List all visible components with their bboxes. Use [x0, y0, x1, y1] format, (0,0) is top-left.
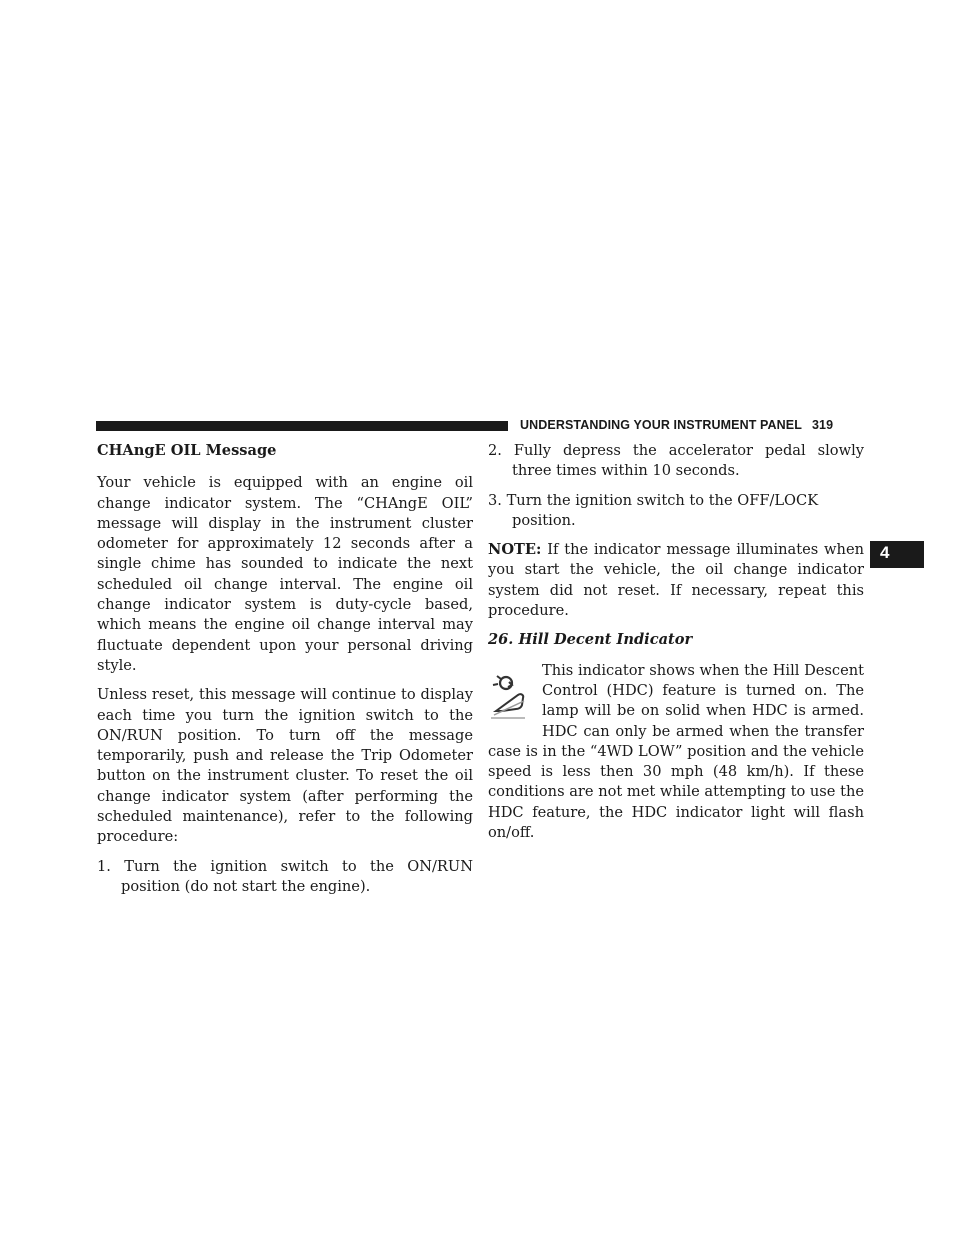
page-number: 319: [811, 418, 834, 432]
note-label: NOTE:: [488, 541, 542, 559]
note-text: If the indicator message illuminates when you start the vehicle, the oil change indicator system did not reset. If necessary, repeat this procedure.: [488, 541, 864, 620]
running-header: [520, 418, 833, 432]
step-3: 3. Turn the ignition switch to the OFF/LOCK position.: [488, 491, 819, 529]
left-column: [97, 441, 473, 906]
chapter-tab: [870, 541, 924, 568]
note: [488, 540, 864, 621]
indicator-subheading: 26. Hill Decent Indicator: [488, 631, 693, 649]
step-1: 1. Turn the ignition switch to the ON/RUN position (do not start the engine).: [97, 857, 473, 895]
indicator-block: [488, 661, 864, 844]
paragraph-intro: Your vehicle is equipped with an engine oil change indicator system. The “CHAngE OIL” message will display in the instrument cluster odometer for approximately 12 seconds after a single chime has sounded to indicate the next scheduled oil change interval. The engine oil change indicator system is duty-cycle based, which means the engine oil change interval may fluctuate dependent upon your personal driving style.: [97, 474, 473, 674]
right-column: [488, 441, 864, 843]
section-title: UNDERSTANDING YOUR INSTRUMENT PANEL: [520, 418, 802, 432]
section-heading: CHAngE OIL Message: [97, 442, 277, 459]
header-rule: [96, 421, 508, 431]
hill-descent-control-icon: [488, 671, 530, 723]
indicator-description: This indicator shows when the Hill Descent Control (HDC) feature is turned on. The lamp will be on solid when HDC is armed. HDC can only be armed when the transfer case is in the “4WD LOW” position and the vehicle speed is less then 30 mph (48 km/h). If these conditions are not met while attempting to use the HDC feature, the HDC indicator light will flash on/off.: [488, 661, 864, 842]
paragraph-reset: Unless reset, this message will continue to display each time you turn the ignition switch to the ON/RUN position. To turn off the message temporarily, push and release the Trip Odometer button on the instrument cluster. To reset the oil change indicator system (after performing the scheduled maintenance), refer to the following procedure:: [97, 686, 473, 846]
chapter-number: 4: [880, 543, 890, 562]
step-2: 2. Fully depress the accelerator pedal slowly three times within 10 seconds.: [488, 442, 864, 480]
